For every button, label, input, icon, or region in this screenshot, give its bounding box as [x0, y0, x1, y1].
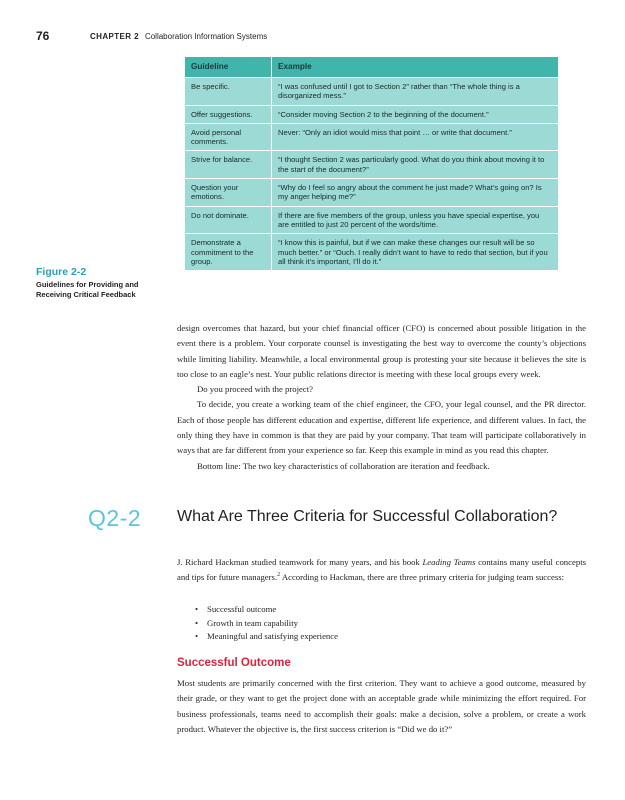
table-header-row: [185, 57, 558, 78]
criteria-list: [195, 603, 575, 644]
page-number: 76: [36, 29, 50, 43]
section-title: What Are Three Criteria for Successful Collaboration?: [177, 508, 558, 525]
table-row: [185, 78, 558, 106]
paragraph: design overcomes that hazard, but your chief financial officer (CFO) is concerned about possible litigation in the event there is a problem. Your corporate counsel is investigating the best way to overcome the county’s objections while limiting liability. Meanwhile, a local environmental group is protesting your site because it believes the site is too close to an eagle’s nest. Your public relations director is meeting with these local groups every week.: [177, 323, 586, 379]
column-header-example: Example: [272, 57, 559, 78]
chapter-title: Collaboration Information Systems: [144, 32, 268, 41]
footnote-marker: 2: [277, 572, 281, 579]
example-cell: If there are five members of the group, unless you have special expertise, you are entitled to just 20 percent of the words/time.: [272, 206, 559, 234]
guideline-cell: Be specific.: [185, 78, 272, 106]
table-row: [185, 206, 558, 234]
text-span: According to Hackman, there are three primary criteria for judging team success:: [280, 572, 565, 583]
figure-number: Figure 2-2: [36, 266, 87, 278]
running-header: [90, 32, 267, 41]
figure-caption: [36, 266, 176, 300]
table-row: [185, 179, 558, 207]
list-item: • Successful outcome: [195, 603, 575, 617]
feedback-guidelines-table: [185, 57, 558, 270]
table-row: [185, 151, 558, 179]
example-cell: “Why do I feel so angry about the comment he just made? What’s going on? Is my anger helping me?”: [272, 179, 559, 207]
example-cell: “Consider moving Section 2 to the beginning of the document.”: [272, 105, 559, 123]
intro-text: [177, 321, 586, 474]
book-title: Leading Teams: [422, 557, 476, 567]
paragraph: Do you proceed with the project?: [197, 384, 314, 395]
table-row: [185, 105, 558, 123]
paragraph: To decide, you create a working team of the chief engineer, the CFO, your legal counsel, and the PR director. Each of those people has different education and expertise, different life experience, and different values. In fact, the only thing they have in common is that they are paid by your company. That team will participate collaboratively in ways that are far different from your experience so far. Keep this example in mind as you read this chapter.: [177, 399, 586, 456]
hackman-paragraph: [177, 555, 586, 586]
text-span: contains many useful concepts and tips for future managers.: [177, 557, 586, 583]
table-row: [185, 234, 558, 270]
paragraph: Most students are primarily concerned with the first criterion. They want to achieve a good outcome, measured by their grade, or they want to get the project done with an acceptable grade while minimizing the effort required. For business professionals, teams need to accomplish their goals: make a decision, solve a problem, or create a work product. Whatever the objective is, the first success criterion is “Did we do it?”: [177, 678, 586, 734]
guideline-cell: Strive for balance.: [185, 151, 272, 179]
paragraph: Bottom line: The two key characteristics of collaboration are iteration and feedback.: [197, 460, 490, 471]
guideline-cell: Demonstrate a commitment to the group.: [185, 234, 272, 270]
guideline-cell: Do not dominate.: [185, 206, 272, 234]
column-header-guideline: Guideline: [185, 57, 272, 78]
chapter-label: CHAPTER 2: [90, 32, 139, 41]
figure-title: Guidelines for Providing and Receiving Critical Feedback: [36, 280, 139, 299]
table-row: [185, 123, 558, 151]
guideline-cell: Avoid personal comments.: [185, 123, 272, 151]
list-item: • Growth in team capability: [195, 617, 575, 631]
guideline-cell: Question your emotions.: [185, 179, 272, 207]
outcome-text: [177, 676, 586, 737]
example-cell: “I thought Section 2 was particularly good. What do you think about moving it to the start of the document?”: [272, 151, 559, 179]
example-cell: “I know this is painful, but if we can make these changes our result will be so much better.” or “Ouch. I really didn’t want to have to redo that section, but if you all think it’s important, I’ll do it.”: [272, 234, 559, 270]
guideline-cell: Offer suggestions.: [185, 105, 272, 123]
list-item: • Meaningful and satisfying experience: [195, 630, 575, 644]
example-cell: Never: “Only an idiot would miss that point … or write that document.”: [272, 123, 559, 151]
example-cell: “I was confused until I got to Section 2” rather than “The whole thing is a disorganized mess.”: [272, 78, 559, 106]
text-span: J. Richard Hackman studied teamwork for many years, and his book: [177, 557, 423, 567]
paragraph: [177, 555, 586, 586]
section-number: Q2-2: [88, 505, 142, 531]
subsection-heading: Successful Outcome: [177, 657, 291, 669]
